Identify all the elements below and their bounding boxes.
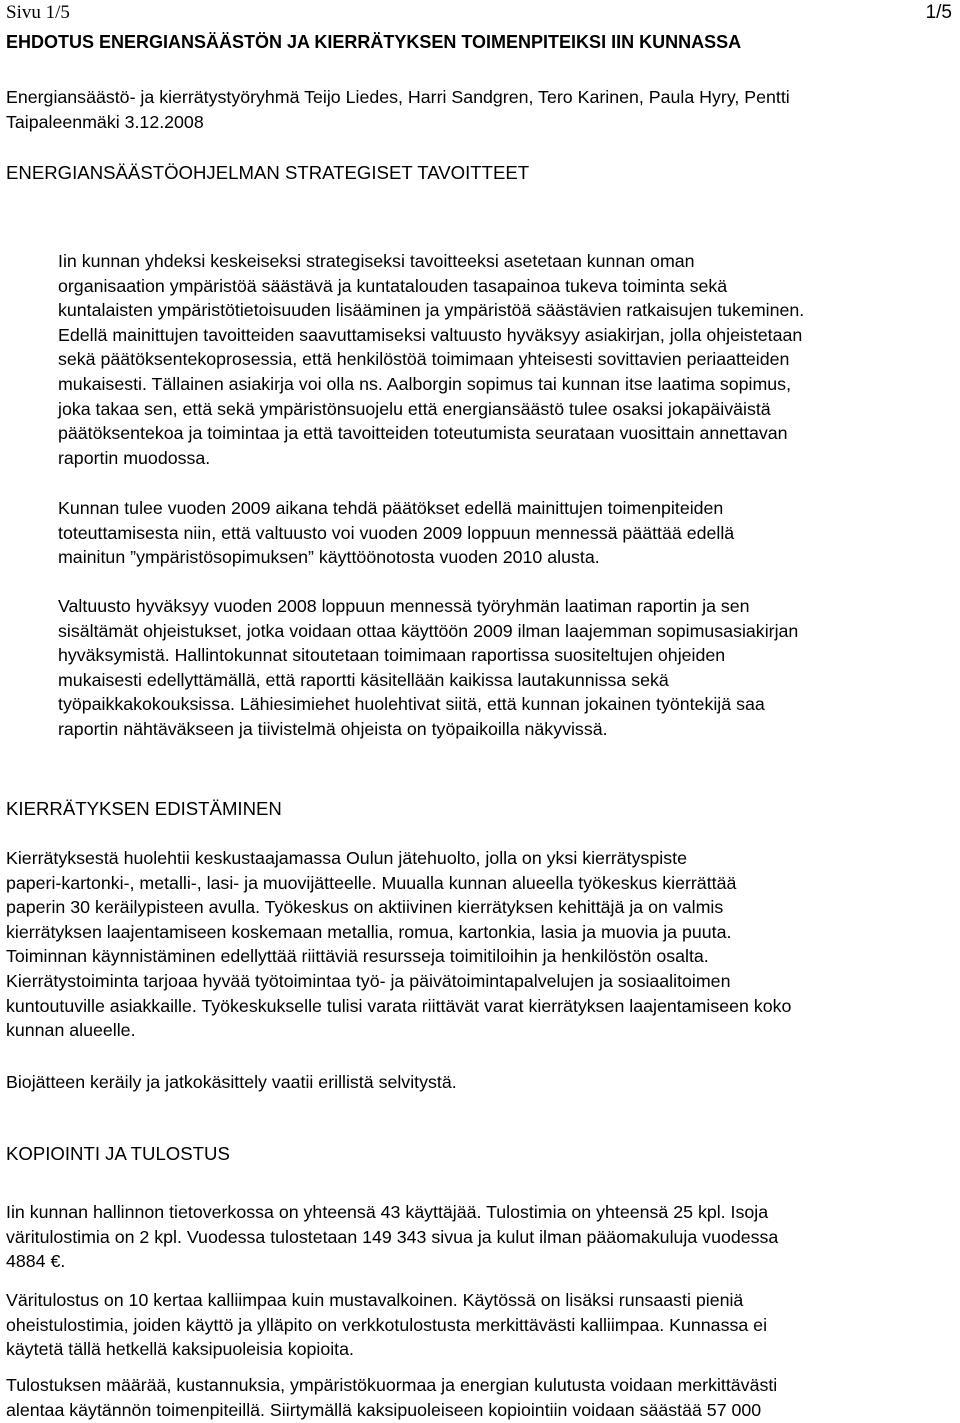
- text-line: Biojätteen keräily ja jatkokäsittely vaatii erillistä selvitystä.: [6, 1072, 457, 1092]
- section2-paragraph-2: [6, 1070, 956, 1095]
- text-line: Kunnan tulee vuoden 2009 aikana tehdä päätökset edellä mainittujen toimenpiteiden: [58, 498, 724, 518]
- text-line: mukaisesti. Tällainen asiakirja voi olla ns. Aalborgin sopimus tai kunnan itse laatima sopimus,: [58, 373, 792, 394]
- text-line: raportin muodossa.: [58, 447, 211, 468]
- text-line: kierrätyksen laajentamiseen koskemaan metallia, romua, kartonkia, lasia ja muovia ja puuta.: [6, 921, 732, 942]
- byline-line: Energiansäästö- ja kierrätystyöryhmä Teijo Liedes, Harri Sandgren, Tero Karinen, Paula Hyry, Pentti: [6, 87, 790, 107]
- text-line: paperin 30 keräilypisteen avulla. Työkeskus on aktiivinen kierrätyksen kehittäjä ja on valmis: [6, 897, 724, 918]
- text-line: Väritulostus on 10 kertaa kalliimpaa kuin mustavalkoinen. Käytössä on lisäksi runsaasti pieniä: [6, 1290, 744, 1310]
- byline: [6, 85, 956, 134]
- text-line: joka takaa sen, että sekä ympäristönsuojelu että energiansäästö tulee osaksi jokapäiväistä: [58, 398, 771, 419]
- text-line: Kierrätyksestä huolehtii keskustaajamassa Oulun jätehuolto, jolla on yksi kierrätyspiste: [6, 848, 687, 868]
- text-line: sisältämät ohjeistukset, jotka voidaan ottaa käyttöön 2009 ilman laajemman sopimusasiakirjan: [58, 620, 799, 641]
- text-line: käytetä tällä hetkellä kaksipuoleisia kopioita.: [6, 1339, 354, 1360]
- section-heading-strategy: ENERGIANSÄÄSTÖOHJELMAN STRATEGISET TAVOITTEET: [6, 162, 530, 183]
- text-line: kunnan alueelle.: [6, 1020, 136, 1041]
- section3-paragraph-1: [6, 1200, 956, 1274]
- section3-paragraph-3: [6, 1373, 956, 1422]
- text-line: paperi-kartonki-, metalli-, lasi- ja muovijätteelle. Muualla kunnan alueella työkeskus kierrättää: [6, 872, 737, 893]
- section-heading-printing: KOPIOINTI JA TULOSTUS: [6, 1143, 230, 1164]
- text-line: oheistulostimia, joiden käyttö ja ylläpito on verkkotulostusta merkittävästi kalliimpaa. Kunnassa ei: [6, 1314, 768, 1335]
- section2-paragraph-1: [6, 846, 956, 1043]
- section3-paragraph-2: [6, 1288, 956, 1362]
- document-title: EHDOTUS ENERGIANSÄÄSTÖN JA KIERRÄTYKSEN TOIMENPITEIKSI IIN KUNNASSA: [6, 32, 742, 52]
- text-line: toteuttamisesta niin, että valtuusto voi vuoden 2009 loppuun mennessä päättää edellä: [58, 522, 735, 543]
- text-line: työpaikkakokouksissa. Lähiesimiehet huolehtivat siitä, että kunnan jokainen työntekijä saa: [58, 694, 765, 715]
- text-line: Valtuusto hyväksyy vuoden 2008 loppuun mennessä työryhmän laatiman raportin ja sen: [58, 596, 750, 616]
- byline-line: Taipaleenmäki 3.12.2008: [6, 111, 204, 132]
- text-line: mukaisesti edellyttämällä, että raportti käsitellään kaikissa lautakunnissa sekä: [58, 669, 669, 690]
- text-line: raportin nähtäväkseen ja tiivistelmä ohjeista on työpaikoilla näkyvissä.: [58, 718, 608, 739]
- text-line: mainitun ”ympäristösopimuksen” käyttöönotosta vuoden 2010 alusta.: [58, 547, 600, 568]
- text-line: Iin kunnan hallinnon tietoverkossa on yhteensä 43 käyttäjää. Tulostimia on yhteensä 25 kpl. Isoja: [6, 1202, 769, 1222]
- text-line: sekä päätöksentekoprosessia, että henkilöstöä toimimaan yhteisesti sovittavien periaatteiden: [58, 349, 790, 370]
- page-number-right: 1/5: [925, 2, 952, 23]
- text-line: väritulostimia on 2 kpl. Vuodessa tulostetaan 149 343 sivua ja kulut ilman pääomakuluja vuodessa: [6, 1226, 779, 1247]
- text-line: alentaa käytännön toimenpiteillä. Siirtymällä kaksipuoleiseen kopiointiin voidaan säästää 57 000: [6, 1399, 762, 1420]
- text-line: Iin kunnan yhdeksi keskeiseksi strategiseksi tavoitteeksi asetetaan kunnan oman: [58, 251, 695, 271]
- text-line: kuntalaisten ympäristötietoisuuden lisääminen ja ympäristöä säästävien ratkaisujen tukeminen.: [58, 300, 805, 321]
- text-line: hyväksymistä. Hallintokunnat sitoutetaan toimimaan raportissa suositeltujen ohjeiden: [58, 645, 726, 666]
- page-number-left: Sivu 1/5: [6, 2, 70, 23]
- text-line: Toiminnan käynnistäminen edellyttää riittäviä resursseja toimitiloihin ja henkilöstön osalta.: [6, 946, 709, 967]
- text-line: Kierrätystoiminta tarjoaa hyvää työtoimintaa työ- ja päivätoimintapalvelujen ja sosiaalitoimen: [6, 970, 731, 991]
- text-line: organisaation ympäristöä säästävä ja kuntatalouden tasapainoa tukeva toiminta sekä: [58, 275, 728, 296]
- section1-paragraph-1: [58, 249, 958, 470]
- text-line: Tulostuksen määrää, kustannuksia, ympäristökuormaa ja energian kulutusta voidaan merkittävästi: [6, 1375, 778, 1395]
- text-line: kuntoutuville asiakkaille. Työkeskukselle tulisi varata riittävät varat kierrätyksen laajentamiseen koko: [6, 995, 792, 1016]
- section1-paragraph-3: [58, 594, 958, 742]
- text-line: päätöksentekoa ja toimintaa ja että tavoitteiden toteutumista seurataan vuosittain annettavan: [58, 423, 788, 444]
- section1-paragraph-2: [58, 496, 958, 570]
- section-heading-recycling: KIERRÄTYKSEN EDISTÄMINEN: [6, 798, 282, 819]
- text-line: 4884 €.: [6, 1251, 66, 1272]
- text-line: Edellä mainittujen tavoitteiden saavuttamiseksi valtuusto hyväksyy asiakirjan, jolla ohjeistetaan: [58, 324, 803, 345]
